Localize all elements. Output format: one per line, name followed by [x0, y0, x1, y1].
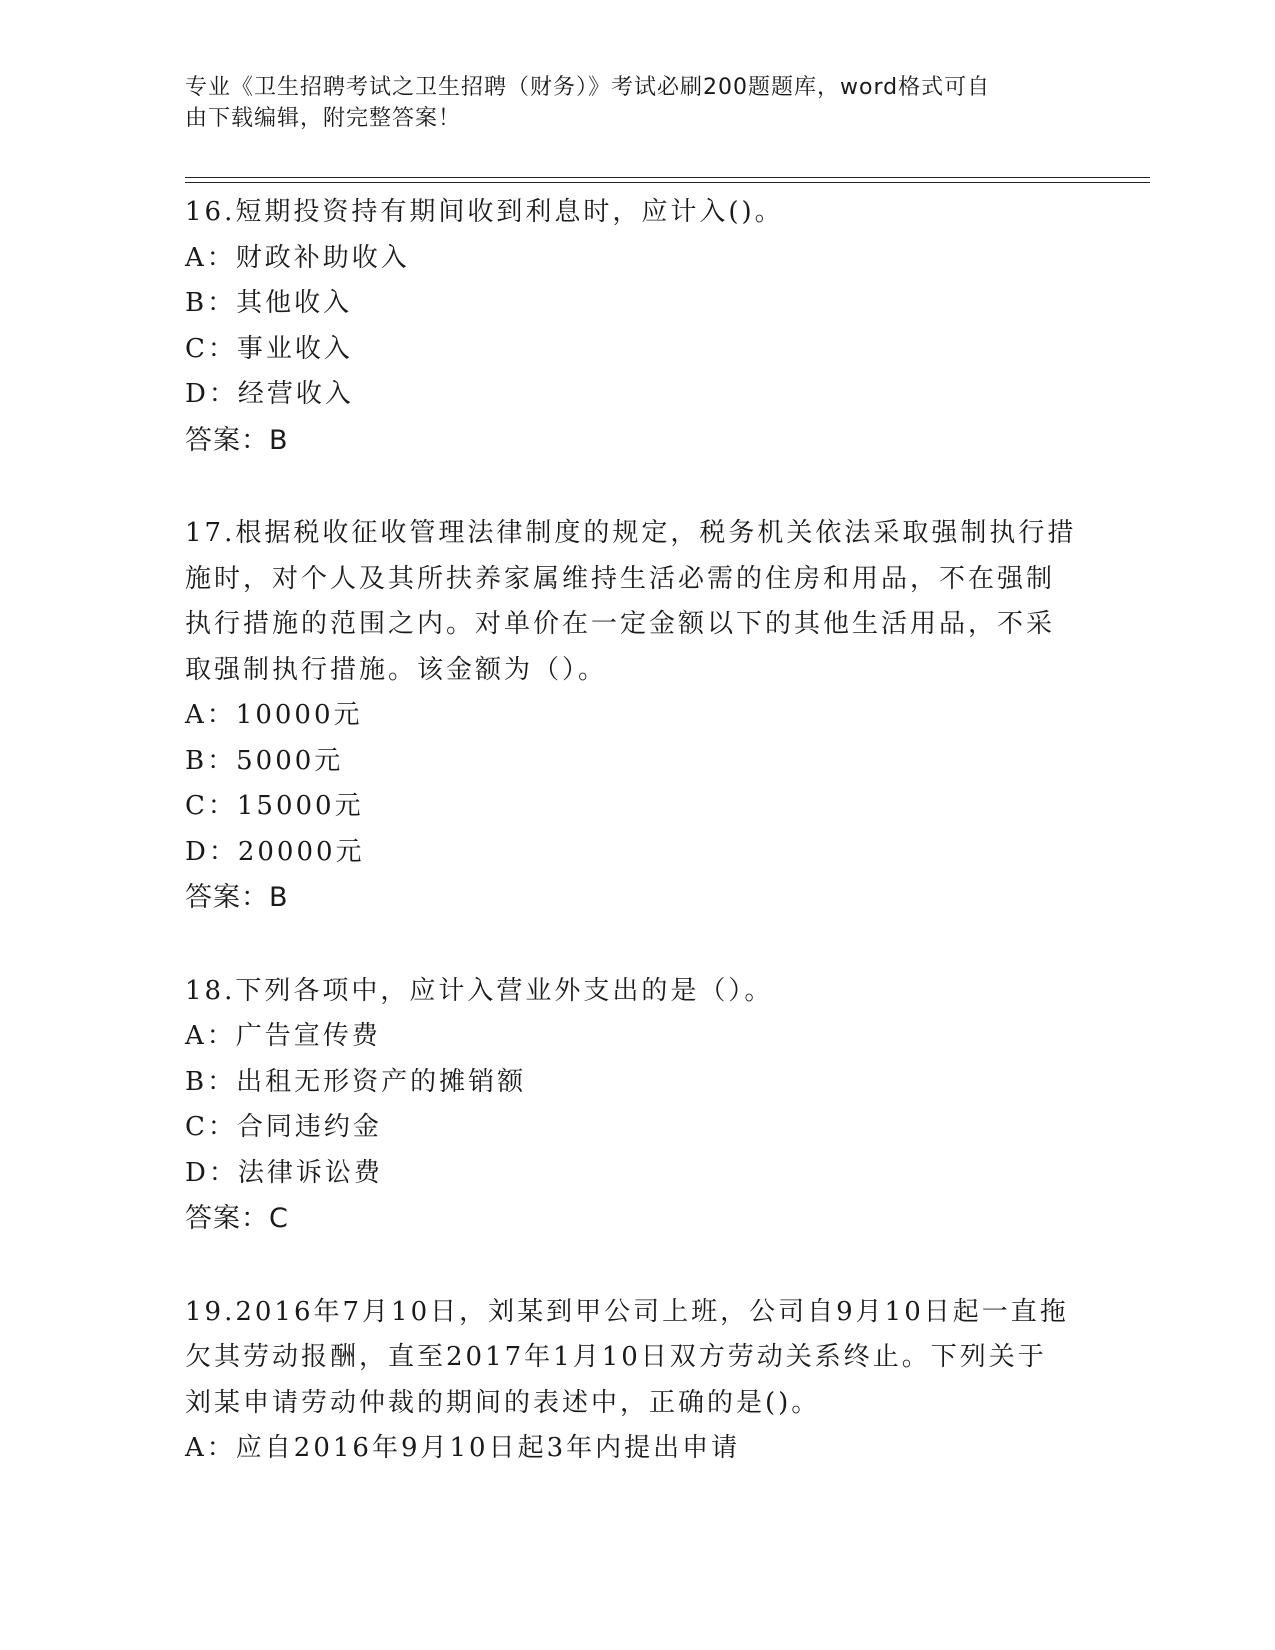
question-stem	[185, 969, 1085, 1015]
question-16	[185, 190, 1085, 463]
option-a: A：广告宣传费	[185, 1021, 381, 1051]
question-17	[185, 511, 1085, 921]
header-divider-top	[185, 177, 1150, 178]
stem-line: 执行措施的范围之内。对单价在一定金额以下的其他生活用品，不采	[185, 609, 1056, 639]
stem-line: 取强制执行措施。该金额为（）。	[185, 654, 608, 685]
question-stem	[185, 511, 1085, 693]
header-line-1: 专业《卫生招聘考试之卫生招聘（财务）》考试必刷200题题库，word格式可自	[185, 75, 991, 100]
question-list	[185, 190, 1085, 1520]
option-d: D：经营收入	[185, 379, 354, 409]
option-d: D：20000元	[185, 836, 365, 867]
stem-line: 19.2016年7月10日，刘某到甲公司上班，公司自9月10日起一直拖	[185, 1296, 1069, 1327]
option-b: B：其他收入	[185, 288, 353, 318]
option-c: C：合同违约金	[185, 1112, 382, 1142]
question-18	[185, 969, 1085, 1242]
stem-line: 施时，对个人及其所扶养家属维持生活必需的住房和用品，不在强制	[185, 563, 1056, 594]
stem-line: 16.短期投资持有期间收到利息时，应计入()。	[185, 197, 784, 227]
stem-line: 欠其劳动报酬，直至2017年1月10日双方劳动关系终止。下列关于	[185, 1342, 1047, 1372]
document-header	[185, 72, 1065, 134]
header-line-2: 由下载编辑，附完整答案！	[185, 106, 462, 131]
stem-line: 刘某申请劳动仲裁的期间的表述中，正确的是()。	[185, 1387, 821, 1418]
option-d: D：法律诉讼费	[185, 1157, 383, 1188]
question-stem	[185, 190, 1085, 236]
question-19	[185, 1290, 1085, 1472]
option-b: B：5000元	[185, 745, 344, 776]
option-a: A：10000元	[185, 700, 363, 730]
option-a: A：应自2016年9月10日起3年内提出申请	[185, 1433, 741, 1463]
stem-line: 17.根据税收征收管理法律制度的规定，税务机关依法采取强制执行措	[185, 518, 1077, 548]
option-c: C：事业收入	[185, 333, 353, 364]
option-a: A：财政补助收入	[185, 242, 410, 273]
header-divider-bottom	[185, 182, 1150, 183]
option-c: C：15000元	[185, 791, 364, 821]
answer-line: 答案：B	[185, 424, 289, 456]
answer-line: 答案：B	[185, 882, 289, 913]
option-b: B：出租无形资产的摊销额	[185, 1066, 527, 1097]
question-stem	[185, 1290, 1085, 1427]
answer-line: 答案：C	[185, 1203, 289, 1234]
stem-line: 18.下列各项中，应计入营业外支出的是（）。	[185, 975, 774, 1006]
